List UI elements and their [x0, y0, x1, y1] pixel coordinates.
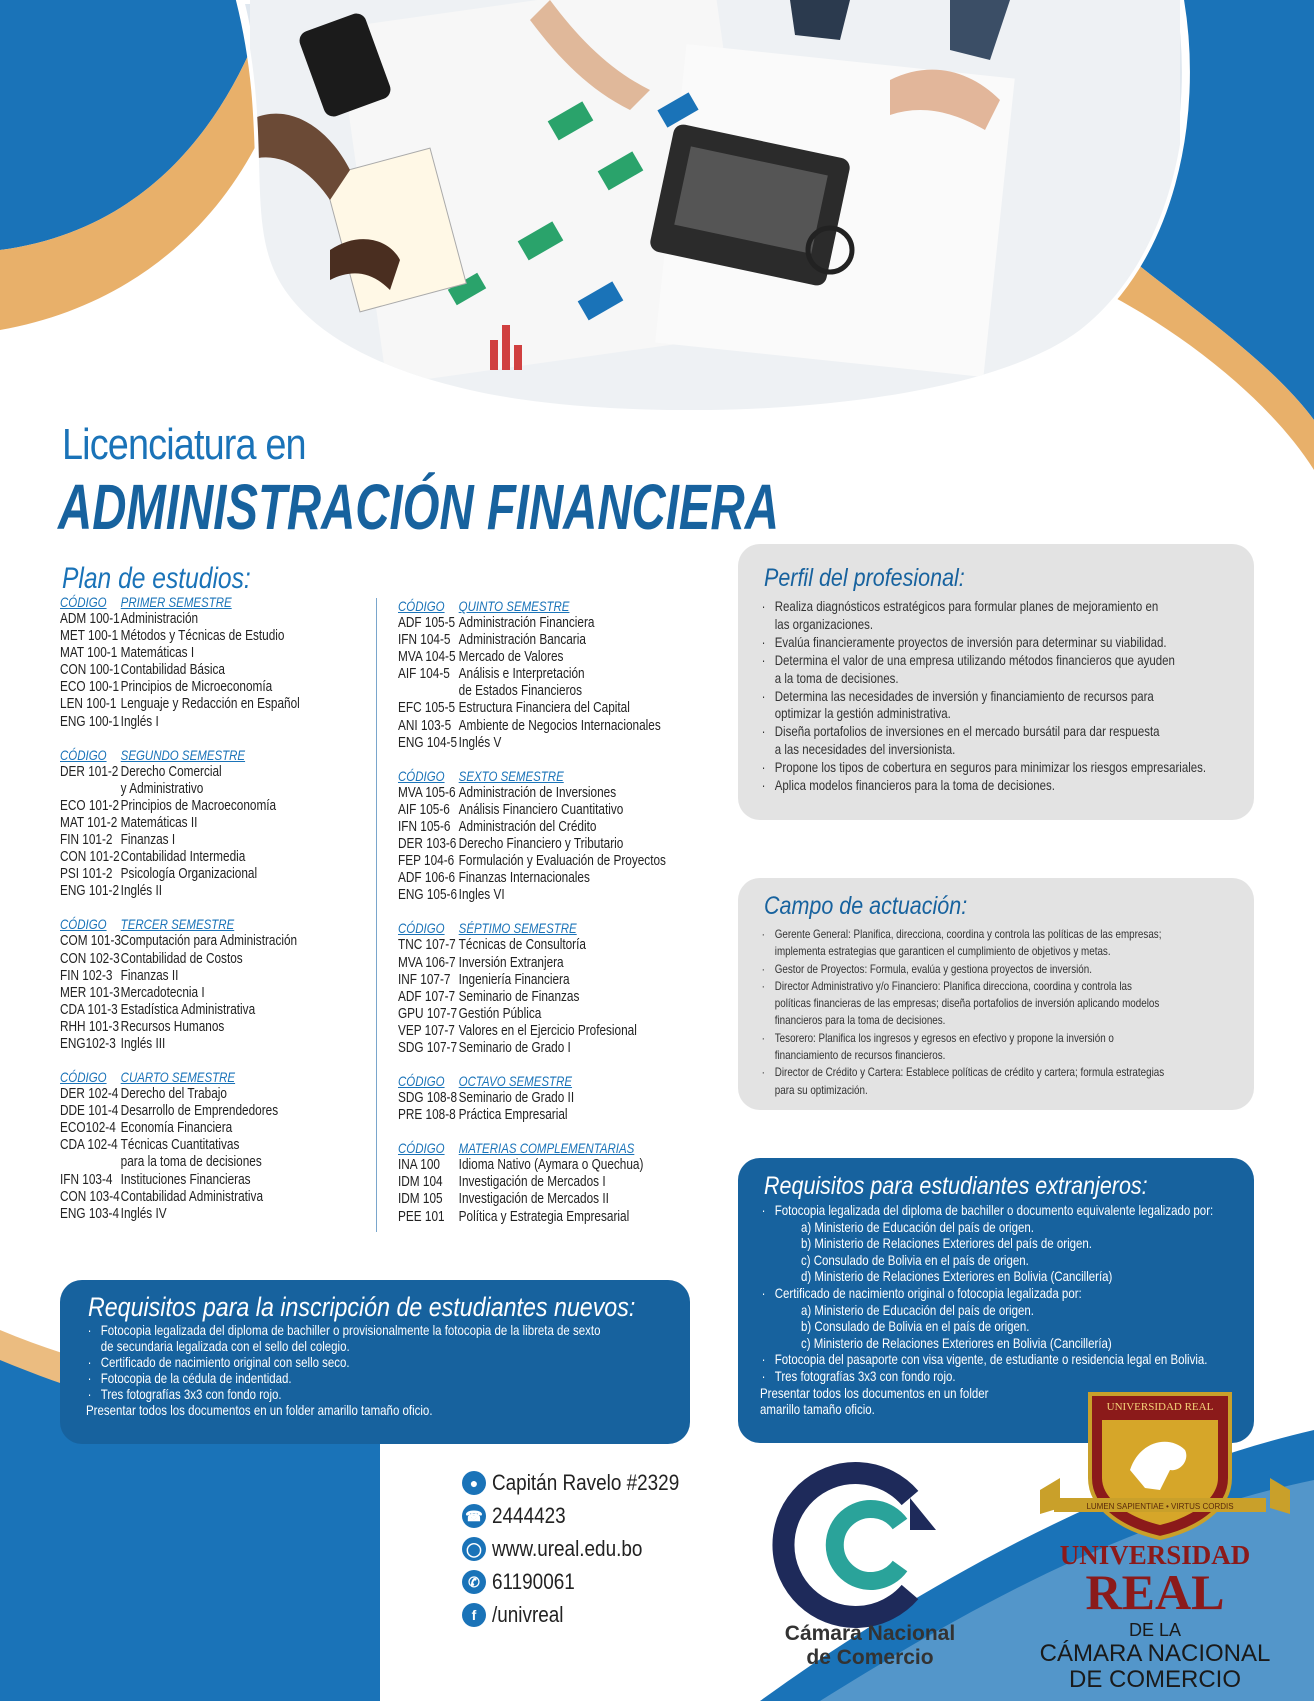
course-code: DDE 101-4: [60, 1103, 119, 1120]
course-name: Principios de Macroeconomía: [120, 797, 277, 814]
plan-left-column: [60, 594, 360, 1239]
course-row: [398, 972, 660, 989]
course-name: Métodos y Técnicas de Estudio: [120, 628, 285, 645]
course-name: Ingles VI: [458, 887, 505, 904]
code-header: CÓDIGO: [398, 767, 445, 784]
address-text: Capitán Ravelo #2329: [492, 1470, 680, 1495]
semester-header: [398, 1073, 660, 1090]
course-name: Ingeniería Financiera: [458, 971, 570, 988]
course-code: [398, 683, 459, 700]
course-code: PEE 101: [398, 1208, 445, 1225]
semester-name: SEGUNDO SEMESTRE: [120, 746, 246, 763]
course-name: Finanzas II: [120, 967, 179, 984]
whatsapp-text: 61190061: [492, 1569, 575, 1594]
course-row: [60, 1172, 306, 1189]
contact-web[interactable]: [462, 1536, 667, 1562]
course-row: [60, 1154, 306, 1171]
course-code: DER 102-4: [60, 1086, 119, 1103]
course-name: Contabilidad Intermedia: [120, 849, 246, 866]
semester-name: TERCER SEMESTRE: [120, 916, 235, 933]
course-name: Lenguaje y Redacción en Español: [120, 696, 300, 713]
semester-block: [60, 747, 306, 901]
course-row: [398, 1006, 660, 1023]
course-name: Valores en el Ejercicio Profesional: [458, 1022, 637, 1039]
list-item: · Certificado de nacimiento original o fotocopia legalizada por:: [760, 1285, 1252, 1302]
course-name: Mercadotecnia I: [120, 984, 205, 1001]
course-name: Gestión Pública: [458, 1005, 542, 1022]
facebook-icon: f: [462, 1603, 486, 1627]
course-code: TNC 107-7: [398, 937, 456, 954]
course-name: Administración de Inversiones: [458, 784, 617, 801]
course-row: [60, 611, 306, 628]
course-row: [398, 1107, 660, 1124]
course-name: Análisis Financiero Cuantitativo: [458, 801, 624, 818]
list-item: a la toma de decisiones.: [774, 669, 899, 686]
course-row: [60, 781, 306, 798]
course-code: [60, 1154, 121, 1171]
list-item: optimizar la gestión administrativa.: [774, 705, 951, 722]
course-row: [60, 849, 306, 866]
semester-header: [60, 594, 306, 611]
camara-emblem-icon: [760, 1460, 980, 1630]
code-header: CÓDIGO: [60, 746, 107, 763]
course-name: Formulación y Evaluación de Proyectos: [458, 853, 666, 870]
contact-address: [462, 1470, 710, 1496]
course-name: para la toma de decisiones: [120, 1154, 262, 1171]
course-code: RHH 101-3: [60, 1018, 120, 1035]
semester-header: [60, 916, 306, 933]
course-row: [398, 1023, 660, 1040]
course-code: ADF 107-7: [398, 988, 456, 1005]
plan-right-column: [398, 598, 718, 1242]
perfil-list: [760, 598, 1252, 795]
course-row: [60, 1120, 306, 1137]
list-item: · Director de Crédito y Cartera: Establece políticas de crédito y cartera; formula estrategias: [760, 1064, 1252, 1081]
course-code: ADF 106-6: [398, 870, 456, 887]
course-code: IFN 103-4: [60, 1171, 113, 1188]
course-code: MAT 101-2: [60, 814, 118, 831]
course-row: [60, 628, 306, 645]
course-code: MVA 105-6: [398, 784, 456, 801]
course-row: [60, 679, 306, 696]
course-code: ENG 101-2: [60, 883, 120, 900]
course-code: AIF 105-6: [398, 801, 450, 818]
list-item: · Fotocopia legalizada del diploma de bachiller o documento equivalente legalizado por:: [760, 1202, 1252, 1219]
camara-logo: [760, 1460, 980, 1690]
course-name: Economía Financiera: [120, 1120, 233, 1137]
course-code: FEP 104-6: [398, 853, 455, 870]
course-code: EFC 105-5: [398, 700, 456, 717]
list-item: · Diseña portafolios de inversiones en el mercado bursátil para dar respuesta: [760, 723, 1252, 741]
semester-block: [60, 916, 306, 1053]
course-code: MET 100-1: [60, 628, 119, 645]
nuevos-panel: [60, 1280, 690, 1444]
course-row: [60, 1103, 306, 1120]
course-row: [398, 649, 660, 666]
semester-name: MATERIAS COMPLEMENTARIAS: [458, 1140, 635, 1157]
semester-block: [398, 1140, 660, 1225]
semester-block: [398, 920, 660, 1057]
course-row: [398, 1209, 660, 1226]
course-row: [398, 853, 666, 870]
course-row: [398, 1090, 660, 1107]
svg-text:LUMEN SAPIENTIAE • VIRTUS CORD: LUMEN SAPIENTIAE • VIRTUS CORDIS: [1086, 1502, 1234, 1511]
list-item: b) Consulado de Bolivia en el país de origen.: [801, 1318, 1030, 1335]
course-name: Análisis e Interpretación: [458, 666, 585, 683]
list-item: · Evalúa financieramente proyectos de inversión para determinar su viabilidad.: [760, 634, 1252, 652]
semester-name: QUINTO SEMESTRE: [458, 598, 570, 614]
list-item: · Propone los tipos de cobertura en seguros para minimizar los riesgos empresariales.: [760, 759, 1252, 777]
list-item: a) Ministerio de Educación del país de origen.: [801, 1301, 1034, 1318]
ureal-name-l5: DE COMERCIO: [1068, 1666, 1241, 1693]
hero-photo: [250, 0, 1180, 410]
course-row: [398, 989, 660, 1006]
web-link[interactable]: www.ureal.edu.bo: [492, 1536, 643, 1561]
course-code: CDA 101-3: [60, 1001, 118, 1018]
plan-title: Plan de estudios:: [62, 562, 251, 595]
code-header: CÓDIGO: [60, 916, 107, 933]
course-name: Contabilidad Básica: [120, 662, 225, 679]
list-item: amarillo tamaño oficio.: [760, 1401, 875, 1418]
course-name: Seminario de Grado I: [458, 1039, 571, 1056]
semester-header: [398, 768, 660, 785]
contact-facebook[interactable]: [462, 1602, 575, 1628]
extranjeros-title: Requisitos para estudiantes extranjeros:: [764, 1172, 1148, 1200]
course-name: Recursos Humanos: [120, 1018, 225, 1035]
course-row: [398, 887, 660, 904]
course-row: [60, 1206, 306, 1223]
list-item: · Gerente General: Planifica, direcciona, coordina y controla las políticas de las empresas;: [760, 926, 1252, 943]
course-name: Finanzas I: [120, 832, 176, 849]
course-code: CON 100-1: [60, 662, 120, 679]
course-row: [398, 870, 660, 887]
course-name: Derecho del Trabajo: [120, 1086, 227, 1103]
course-code: CON 102-3: [60, 950, 120, 967]
course-code: SDG 108-8: [398, 1090, 458, 1107]
course-code: [60, 781, 121, 798]
semester-name: SEXTO SEMESTRE: [458, 767, 564, 784]
course-name: Investigación de Mercados II: [458, 1191, 609, 1208]
course-code: ADM 100-1: [60, 611, 120, 627]
course-row: [60, 1137, 306, 1154]
course-row: [398, 819, 660, 836]
semester-block: [398, 598, 660, 752]
course-name: Técnicas Cuantitativas: [120, 1137, 240, 1154]
course-name: Inglés III: [120, 1035, 166, 1052]
course-name: Inglés IV: [120, 1205, 167, 1222]
contact-whatsapp[interactable]: [462, 1569, 588, 1595]
course-name: Matemáticas I: [120, 645, 195, 662]
camara-name-line2: de Comercio: [806, 1646, 934, 1669]
campo-list: [760, 926, 1252, 1099]
list-item: · Determina el valor de una empresa utilizando métodos financieros que ayuden: [760, 652, 1252, 670]
ureal-name-l2: REAL: [1085, 1564, 1225, 1620]
list-item: · Fotocopia legalizada del diploma de bachiller o provisionalmente la fotocopia de la libreta de sexto: [86, 1323, 660, 1339]
list-item: · Aplica modelos financieros para la toma de decisiones.: [760, 777, 1252, 795]
course-code: PRE 108-8: [398, 1107, 456, 1124]
course-row: [60, 815, 306, 832]
nuevos-title: Requisitos para la inscripción de estudiantes nuevos:: [88, 1292, 636, 1322]
semester-header: [60, 1069, 306, 1086]
semester-block: [60, 1069, 306, 1223]
ureal-name-l1: UNIVERSIDAD: [1059, 1540, 1251, 1570]
course-row: [398, 836, 660, 853]
campo-title: Campo de actuación:: [764, 892, 968, 920]
course-row: [60, 798, 306, 815]
camara-name-line1: Cámara Nacional: [784, 1622, 956, 1645]
course-row: [398, 1191, 660, 1208]
list-item: · Tres fotografías 3x3 con fondo rojo.: [760, 1368, 1252, 1385]
course-code: IFN 105-6: [398, 818, 451, 835]
semester-name: SÉPTIMO SEMESTRE: [458, 920, 577, 937]
course-row: [60, 1002, 306, 1019]
course-name: Matemáticas II: [120, 814, 198, 831]
course-row: [398, 1040, 660, 1057]
course-row: [398, 1157, 660, 1174]
course-name: Ambiente de Negocios Internacionales: [458, 717, 661, 734]
course-row: [60, 951, 306, 968]
list-item: b) Ministerio de Relaciones Exteriores del país de origen.: [801, 1235, 1092, 1252]
course-row: [398, 785, 660, 802]
list-item: políticas financieras de las empresas; diseña portafolios de inversión aplicando modelos: [774, 996, 1160, 1011]
ureal-name-l3: DE LA: [1128, 1620, 1182, 1640]
ureal-name-l4: CÁMARA NACIONAL: [1039, 1640, 1271, 1667]
code-header: CÓDIGO: [60, 594, 107, 610]
course-row: [60, 1036, 306, 1053]
course-code: COM 101-3: [60, 933, 122, 950]
course-name: Derecho Financiero y Tributario: [458, 836, 624, 853]
course-code: IFN 104-5: [398, 632, 451, 649]
course-row: [398, 718, 660, 735]
course-name: Investigación de Mercados I: [458, 1174, 606, 1191]
perfil-title: Perfil del profesional:: [764, 564, 965, 592]
code-header: CÓDIGO: [398, 598, 445, 614]
code-header: CÓDIGO: [60, 1069, 107, 1086]
course-code: ECO102-4: [60, 1120, 116, 1137]
course-code: IDM 105: [398, 1191, 443, 1208]
course-code: ANI 103-5: [398, 717, 452, 734]
course-name: Principios de Microeconomía: [120, 679, 273, 696]
code-header: CÓDIGO: [398, 920, 445, 937]
list-item: a las necesidades del inversionista.: [774, 741, 956, 758]
list-item: para su optimización.: [774, 1082, 868, 1097]
course-name: Contabilidad de Costos: [120, 950, 243, 967]
globe-icon: ◯: [462, 1537, 486, 1561]
campo-panel: [738, 878, 1254, 1110]
course-name: Administración Bancaria: [458, 632, 586, 649]
course-name: Seminario de Finanzas: [458, 988, 580, 1005]
list-item: c) Consulado de Bolivia en el país de origen.: [801, 1251, 1029, 1268]
course-code: ENG 100-1: [60, 713, 120, 730]
course-code: AIF 104-5: [398, 666, 450, 683]
course-code: FIN 101-2: [60, 832, 113, 849]
semester-header: [60, 747, 306, 764]
nuevos-list: [86, 1323, 660, 1418]
course-row: [60, 696, 306, 713]
course-name: Derecho Comercial: [120, 763, 222, 780]
contact-phone[interactable]: [462, 1503, 578, 1529]
semester-name: CUARTO SEMESTRE: [120, 1069, 236, 1086]
course-code: CON 103-4: [60, 1188, 120, 1205]
course-name: Inglés V: [458, 734, 502, 751]
list-item: Presentar todos los documentos en un folder amarillo tamaño oficio.: [86, 1401, 433, 1418]
list-item: · Gestor de Proyectos: Formula, evalúa y gestiona proyectos de inversión.: [760, 961, 1252, 978]
course-code: VEP 107-7: [398, 1022, 455, 1039]
semester-header: [398, 598, 660, 615]
course-code: ENG 105-6: [398, 887, 458, 904]
course-code: CON 101-2: [60, 849, 120, 866]
course-row: [60, 883, 306, 900]
list-item: · Fotocopia del pasaporte con visa vigente, de estudiante o residencia legal en Bolivia.: [760, 1351, 1252, 1368]
semester-header: [398, 920, 660, 937]
course-row: [398, 937, 660, 954]
code-header: CÓDIGO: [398, 1073, 445, 1090]
course-row: [60, 764, 306, 781]
phone-text: 2444423: [492, 1503, 566, 1528]
course-name: Administración Financiera: [458, 615, 595, 631]
code-header: CÓDIGO: [398, 1140, 445, 1157]
course-row: [398, 666, 660, 683]
course-code: MVA 104-5: [398, 649, 456, 666]
semester-block: [398, 767, 666, 905]
course-row: [398, 632, 660, 649]
course-code: MER 101-3: [60, 984, 120, 1001]
list-item: · Director Administrativo y/o Financiero: Planifica direcciona, coordina y controla las: [760, 978, 1252, 995]
course-name: y Administrativo: [120, 780, 204, 797]
course-code: CDA 102-4: [60, 1137, 118, 1154]
list-item: Presentar todos los documentos en un folder: [760, 1384, 989, 1401]
course-row: [398, 1174, 660, 1191]
facebook-text[interactable]: /univreal: [492, 1602, 564, 1627]
course-row: [60, 866, 306, 883]
course-name: Política y Estrategia Empresarial: [458, 1208, 630, 1225]
course-name: Técnicas de Consultoría: [458, 937, 586, 954]
course-code: ADF 105-5: [398, 615, 456, 631]
ureal-logo: [1020, 1380, 1310, 1695]
course-name: Estructura Financiera del Capital: [458, 700, 630, 717]
course-name: Computación para Administración: [120, 933, 298, 950]
course-row: [60, 1086, 306, 1103]
semester-block: [60, 594, 306, 731]
course-code: ECO 101-2: [60, 797, 120, 814]
course-name: Administración del Crédito: [458, 818, 597, 835]
course-code: INF 107-7: [398, 971, 451, 988]
course-row: [60, 1189, 306, 1206]
course-code: ENG 103-4: [60, 1205, 120, 1222]
course-name: Inglés I: [120, 713, 159, 730]
list-item: c) Ministerio de Relaciones Exteriores en Bolivia (Cancillería): [801, 1334, 1112, 1351]
course-row: [398, 683, 660, 700]
course-row: [60, 714, 306, 731]
course-code: GPU 107-7: [398, 1005, 458, 1022]
list-item: a) Ministerio de Educación del país de origen.: [801, 1218, 1034, 1235]
course-code: MAT 100-1: [60, 645, 118, 662]
course-name: Psicología Organizacional: [120, 866, 258, 883]
ureal-crest-icon: [1020, 1380, 1310, 1540]
semester-header: [398, 1140, 660, 1157]
course-name: Mercado de Valores: [458, 649, 564, 666]
course-name: Seminario de Grado II: [458, 1090, 575, 1107]
course-name: de Estados Financieros: [458, 683, 583, 700]
semester-name: PRIMER SEMESTRE: [120, 594, 232, 610]
course-name: Desarrollo de Emprendedores: [120, 1103, 279, 1120]
course-name: Administración: [120, 611, 199, 627]
list-item: · Determina las necesidades de inversión y financiamiento de recursos para: [760, 688, 1252, 706]
course-row: [398, 802, 660, 819]
list-item: implementa estrategias que garanticen el cumplimiento de objetivos y metas.: [774, 944, 1111, 959]
list-item: financieros para la toma de decisiones.: [774, 1013, 946, 1028]
list-item: · Tesorero: Planifica los ingresos y egresos en efectivo y propone la inversión o: [760, 1030, 1252, 1047]
course-name: Estadística Administrativa: [120, 1001, 256, 1018]
list-item: · Fotocopia de la cédula de indentidad.: [86, 1371, 660, 1387]
course-code: DER 103-6: [398, 836, 457, 853]
course-row: [398, 700, 660, 717]
course-code: FIN 102-3: [60, 967, 113, 984]
phone-icon: ☎: [462, 1504, 486, 1528]
course-code: IDM 104: [398, 1174, 443, 1191]
course-code: ECO 100-1: [60, 679, 120, 696]
course-row: [60, 968, 306, 985]
course-code: ENG 104-5: [398, 734, 458, 751]
title-subheading: Licenciatura en: [62, 420, 306, 469]
course-code: INA 100: [398, 1157, 440, 1174]
course-code: ENG102-3: [60, 1035, 116, 1052]
course-code: SDG 107-7: [398, 1039, 458, 1056]
whatsapp-icon: ✆: [462, 1570, 486, 1594]
course-row: [60, 933, 306, 950]
list-item: de secundaria legalizada con el sello del colegio.: [100, 1337, 350, 1354]
svg-text:UNIVERSIDAD REAL: UNIVERSIDAD REAL: [1106, 1401, 1214, 1413]
list-item: d) Ministerio de Relaciones Exteriores en Bolivia (Cancillería): [801, 1268, 1113, 1285]
course-row: [398, 955, 660, 972]
course-code: DER 101-2: [60, 763, 119, 780]
course-name: Idioma Nativo (Aymara o Quechua): [458, 1157, 644, 1174]
course-name: Práctica Empresarial: [458, 1107, 568, 1124]
course-name: Finanzas Internacionales: [458, 870, 590, 887]
list-item: las organizaciones.: [774, 615, 874, 632]
course-name: Contabilidad Administrativa: [120, 1188, 264, 1205]
page-title: ADMINISTRACIÓN FINANCIERA: [58, 471, 779, 543]
column-divider: [376, 598, 377, 1232]
course-code: MVA 106-7: [398, 954, 456, 971]
course-name: Instituciones Financieras: [120, 1171, 251, 1188]
course-code: LEN 100-1: [60, 696, 117, 713]
course-row: [60, 985, 306, 1002]
course-name: Inglés II: [120, 883, 163, 900]
course-row: [398, 615, 660, 632]
course-name: Inversión Extranjera: [458, 954, 564, 971]
list-item: · Certificado de nacimiento original con sello seco.: [86, 1355, 660, 1371]
list-item: · Tres fotografías 3x3 con fondo rojo.: [86, 1387, 660, 1403]
course-row: [60, 1019, 306, 1036]
perfil-panel: [738, 544, 1254, 820]
course-row: [60, 645, 306, 662]
course-code: PSI 101-2: [60, 866, 113, 883]
list-item: financiamiento de recursos financieros.: [774, 1048, 946, 1063]
semester-name: OCTAVO SEMESTRE: [458, 1073, 573, 1090]
course-row: [60, 662, 306, 679]
location-pin-icon: ●: [462, 1471, 486, 1495]
course-row: [60, 832, 306, 849]
semester-block: [398, 1073, 660, 1124]
list-item: · Realiza diagnósticos estratégicos para formular planes de mejoramiento en: [760, 598, 1252, 616]
course-row: [398, 735, 660, 752]
